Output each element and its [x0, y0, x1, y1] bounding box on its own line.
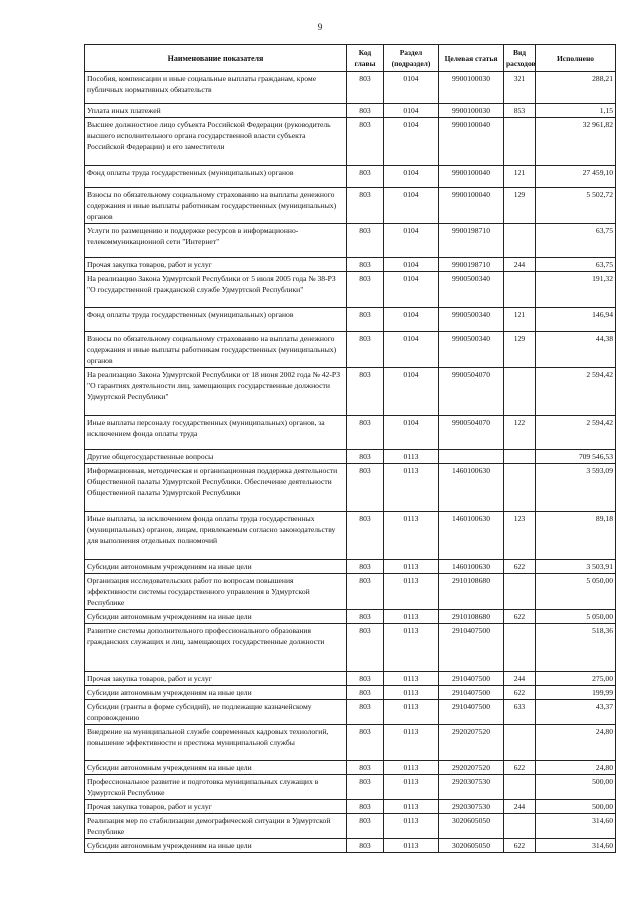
row-type: [504, 814, 536, 839]
row-code: 803: [347, 104, 384, 118]
row-section: 0113: [384, 512, 439, 560]
row-section: 0113: [384, 775, 439, 800]
row-section: 0104: [384, 272, 439, 308]
header-amount: Исполнено: [536, 45, 616, 72]
row-type: [504, 775, 536, 800]
header-article: Целевая статья: [439, 45, 504, 72]
row-type: [504, 118, 536, 166]
row-amount: 24,80: [536, 725, 616, 761]
row-name: Субсидии автономным учреждениям на иные цели: [85, 560, 347, 574]
row-name: Субсидии автономным учреждениям на иные цели: [85, 761, 347, 775]
row-name: Прочая закупка товаров, работ и услуг: [85, 672, 347, 686]
row-amount: 27 459,10: [536, 166, 616, 188]
row-article: 9900504070: [439, 368, 504, 416]
row-article: 2910407500: [439, 672, 504, 686]
row-code: 803: [347, 450, 384, 464]
row-code: 803: [347, 332, 384, 368]
row-name: Субсидии автономным учреждениям на иные цели: [85, 610, 347, 624]
row-type: 622: [504, 560, 536, 574]
row-section: 0113: [384, 800, 439, 814]
row-amount: 89,18: [536, 512, 616, 560]
row-name: Информационная, методическая и организационная поддержка деятельности Общественной палаты Удмуртской Республики. Обеспечение деятельности Общественной палаты Удмуртской Республики: [85, 464, 347, 512]
row-amount: 43,37: [536, 700, 616, 725]
row-amount: 288,21: [536, 72, 616, 104]
row-name: Прочая закупка товаров, работ и услуг: [85, 800, 347, 814]
row-code: 803: [347, 700, 384, 725]
header-type: Вид расходов: [504, 45, 536, 72]
row-name: Организация исследовательских работ по вопросам повышения эффективности системы государственного управления в Удмуртской Республике: [85, 574, 347, 610]
row-name: На реализацию Закона Удмуртской Республики от 5 июля 2005 года № 38-РЗ "О государственной гражданской службе Удмуртской Республики": [85, 272, 347, 308]
row-name: Уплата иных платежей: [85, 104, 347, 118]
row-type: 129: [504, 188, 536, 224]
row-name: Субсидии автономным учреждениям на иные цели: [85, 686, 347, 700]
table-row: [85, 700, 616, 725]
table-row: [85, 332, 616, 368]
row-article: 2920307530: [439, 775, 504, 800]
row-type: [504, 725, 536, 761]
row-section: 0113: [384, 761, 439, 775]
table-row: [85, 104, 616, 118]
row-type: 622: [504, 761, 536, 775]
row-article: 2920207520: [439, 725, 504, 761]
row-section: 0104: [384, 416, 439, 450]
row-article: 1460100630: [439, 560, 504, 574]
table-row: [85, 308, 616, 332]
row-section: 0104: [384, 104, 439, 118]
row-type: [504, 624, 536, 672]
row-type: [504, 272, 536, 308]
table-header-row: [85, 45, 616, 72]
row-code: 803: [347, 761, 384, 775]
row-name: Иные выплаты, за исключением фонда оплаты труда государственных (муниципальных) органов, лицам, привлекаемым согласно законодательству для выполнения отдельных полномочий: [85, 512, 347, 560]
row-code: 803: [347, 188, 384, 224]
row-code: 803: [347, 800, 384, 814]
row-name: Прочая закупка товаров, работ и услуг: [85, 258, 347, 272]
row-type: 244: [504, 800, 536, 814]
row-amount: 3 593,09: [536, 464, 616, 512]
row-article: 9900100030: [439, 72, 504, 104]
row-type: [504, 574, 536, 610]
header-code: Код главы: [347, 45, 384, 72]
table-row: [85, 224, 616, 258]
table-row: [85, 272, 616, 308]
row-section: 0113: [384, 700, 439, 725]
row-article: 2910108680: [439, 574, 504, 610]
row-code: 803: [347, 416, 384, 450]
row-amount: 518,36: [536, 624, 616, 672]
row-type: 121: [504, 166, 536, 188]
row-section: 0104: [384, 118, 439, 166]
row-code: 803: [347, 574, 384, 610]
row-article: 1460100630: [439, 464, 504, 512]
row-code: 803: [347, 118, 384, 166]
header-section: Раздел (подраздел): [384, 45, 439, 72]
row-article: 9900100040: [439, 166, 504, 188]
row-amount: 500,00: [536, 775, 616, 800]
row-article: 9900100030: [439, 104, 504, 118]
row-article: 2920307530: [439, 800, 504, 814]
row-name: Фонд оплаты труда государственных (муниципальных) органов: [85, 308, 347, 332]
table-row: [85, 814, 616, 839]
row-type: 129: [504, 332, 536, 368]
row-type: 244: [504, 258, 536, 272]
row-article: 9900500340: [439, 272, 504, 308]
row-section: 0113: [384, 560, 439, 574]
row-name: Взносы по обязательному социальному страхованию на выплаты денежного содержания и иные выплаты работникам государственных (муниципальных) органов: [85, 188, 347, 224]
row-name: На реализацию Закона Удмуртской Республики от 18 июня 2002 года № 42-РЗ "О гарантиях деятельности лиц, замещающих государственные должности Удмуртской Республики": [85, 368, 347, 416]
row-amount: 314,60: [536, 839, 616, 853]
page-number: 9: [317, 22, 323, 32]
row-amount: 314,60: [536, 814, 616, 839]
row-type: 622: [504, 839, 536, 853]
row-section: 0104: [384, 308, 439, 332]
table-row: [85, 775, 616, 800]
row-type: [504, 224, 536, 258]
row-section: 0113: [384, 574, 439, 610]
table-row: [85, 560, 616, 574]
row-type: [504, 464, 536, 512]
row-code: 803: [347, 512, 384, 560]
row-name: Услуги по размещению и поддержке ресурсов в информационно-телекоммуникационной сети "Интернет": [85, 224, 347, 258]
row-amount: 3 503,91: [536, 560, 616, 574]
row-code: 803: [347, 464, 384, 512]
table-row: [85, 610, 616, 624]
table-row: [85, 761, 616, 775]
row-code: 803: [347, 224, 384, 258]
row-section: 0113: [384, 839, 439, 853]
table-row: [85, 800, 616, 814]
row-code: 803: [347, 725, 384, 761]
row-article: 9900198710: [439, 224, 504, 258]
row-article: 3020605050: [439, 839, 504, 853]
row-type: 121: [504, 308, 536, 332]
table-row: [85, 624, 616, 672]
row-article: 9900100040: [439, 118, 504, 166]
table-row: [85, 166, 616, 188]
row-name: Пособия, компенсации и иные социальные выплаты гражданам, кроме публичных нормативных обязательств: [85, 72, 347, 104]
table-row: [85, 188, 616, 224]
row-type: 122: [504, 416, 536, 450]
row-section: 0104: [384, 368, 439, 416]
row-type: 321: [504, 72, 536, 104]
row-amount: 63,75: [536, 258, 616, 272]
row-amount: 146,94: [536, 308, 616, 332]
row-code: 803: [347, 775, 384, 800]
row-code: 803: [347, 610, 384, 624]
row-code: 803: [347, 624, 384, 672]
table-row: [85, 686, 616, 700]
row-code: 803: [347, 839, 384, 853]
row-name: Фонд оплаты труда государственных (муниципальных) органов: [85, 166, 347, 188]
table-row: [85, 72, 616, 104]
row-type: 123: [504, 512, 536, 560]
row-section: 0113: [384, 686, 439, 700]
row-code: 803: [347, 72, 384, 104]
row-article: 9900500340: [439, 308, 504, 332]
row-amount: 5 050,00: [536, 574, 616, 610]
row-section: 0113: [384, 725, 439, 761]
row-code: 803: [347, 560, 384, 574]
row-section: 0104: [384, 224, 439, 258]
row-code: 803: [347, 368, 384, 416]
row-section: 0104: [384, 166, 439, 188]
header-name: Наименование показателя: [85, 45, 347, 72]
row-type: [504, 368, 536, 416]
row-section: 0113: [384, 672, 439, 686]
row-section: 0113: [384, 624, 439, 672]
row-article: 2920207520: [439, 761, 504, 775]
row-name: Субсидии автономным учреждениям на иные цели: [85, 839, 347, 853]
row-section: 0104: [384, 188, 439, 224]
row-type: 622: [504, 610, 536, 624]
row-name: Развитие системы дополнительного профессионального образования гражданских служащих и лиц, замещающих государственные должности: [85, 624, 347, 672]
table-row: [85, 725, 616, 761]
row-amount: 2 594,42: [536, 368, 616, 416]
row-amount: 32 961,82: [536, 118, 616, 166]
row-name: Реализация мер по стабилизации демографической ситуации в Удмуртской Республике: [85, 814, 347, 839]
row-section: 0113: [384, 610, 439, 624]
row-code: 803: [347, 814, 384, 839]
row-section: 0104: [384, 332, 439, 368]
table-row: [85, 672, 616, 686]
row-section: 0113: [384, 464, 439, 512]
row-name: Внедрение на муниципальной службе современных кадровых технологий, повышение эффективности и престижа муниципальной службы: [85, 725, 347, 761]
row-type: [504, 450, 536, 464]
row-article: 2910108680: [439, 610, 504, 624]
table-row: [85, 574, 616, 610]
row-amount: 24,80: [536, 761, 616, 775]
row-article: 2910407500: [439, 686, 504, 700]
row-name: Взносы по обязательному социальному страхованию на выплаты денежного содержания и иные выплаты работникам государственных (муниципальных) органов: [85, 332, 347, 368]
table-row: [85, 368, 616, 416]
row-amount: 191,32: [536, 272, 616, 308]
table-row: [85, 512, 616, 560]
row-article: 9900198710: [439, 258, 504, 272]
row-code: 803: [347, 308, 384, 332]
row-article: 1460100630: [439, 512, 504, 560]
row-name: Субсидии (гранты в форме субсидий), не подлежащие казначейскому сопровождению: [85, 700, 347, 725]
row-article: 2910407500: [439, 700, 504, 725]
row-type: 853: [504, 104, 536, 118]
row-amount: 44,38: [536, 332, 616, 368]
row-code: 803: [347, 672, 384, 686]
row-type: 622: [504, 686, 536, 700]
budget-execution-table: [84, 44, 616, 853]
table-row: [85, 118, 616, 166]
row-amount: 275,00: [536, 672, 616, 686]
row-amount: 199,99: [536, 686, 616, 700]
row-article: 9900504070: [439, 416, 504, 450]
row-amount: 2 594,42: [536, 416, 616, 450]
row-type: 633: [504, 700, 536, 725]
row-amount: 63,75: [536, 224, 616, 258]
row-name: Высшее должностное лицо субъекта Российской Федерации (руководитель высшего исполнительного органа государственной власти субъекта Российской Федерации) и его заместители: [85, 118, 347, 166]
row-section: 0104: [384, 72, 439, 104]
row-amount: 709 546,53: [536, 450, 616, 464]
row-amount: 500,00: [536, 800, 616, 814]
table-row: [85, 839, 616, 853]
row-amount: 5 502,72: [536, 188, 616, 224]
row-section: 0113: [384, 450, 439, 464]
row-name: Иные выплаты персоналу государственных (муниципальных) органов, за исключением фонда оплаты труда: [85, 416, 347, 450]
row-code: 803: [347, 258, 384, 272]
row-type: 244: [504, 672, 536, 686]
row-article: 9900500340: [439, 332, 504, 368]
row-section: 0104: [384, 258, 439, 272]
row-article: [439, 450, 504, 464]
row-article: 3020605050: [439, 814, 504, 839]
row-article: 9900100040: [439, 188, 504, 224]
table-row: [85, 464, 616, 512]
row-code: 803: [347, 166, 384, 188]
table-row: [85, 258, 616, 272]
row-code: 803: [347, 272, 384, 308]
row-name: Другие общегосударственные вопросы: [85, 450, 347, 464]
row-code: 803: [347, 686, 384, 700]
row-section: 0113: [384, 814, 439, 839]
row-article: 2910407500: [439, 624, 504, 672]
row-amount: 5 050,00: [536, 610, 616, 624]
table-row: [85, 416, 616, 450]
row-name: Профессиональное развитие и подготовка муниципальных служащих в Удмуртской Республике: [85, 775, 347, 800]
table-row: [85, 450, 616, 464]
row-amount: 1,15: [536, 104, 616, 118]
